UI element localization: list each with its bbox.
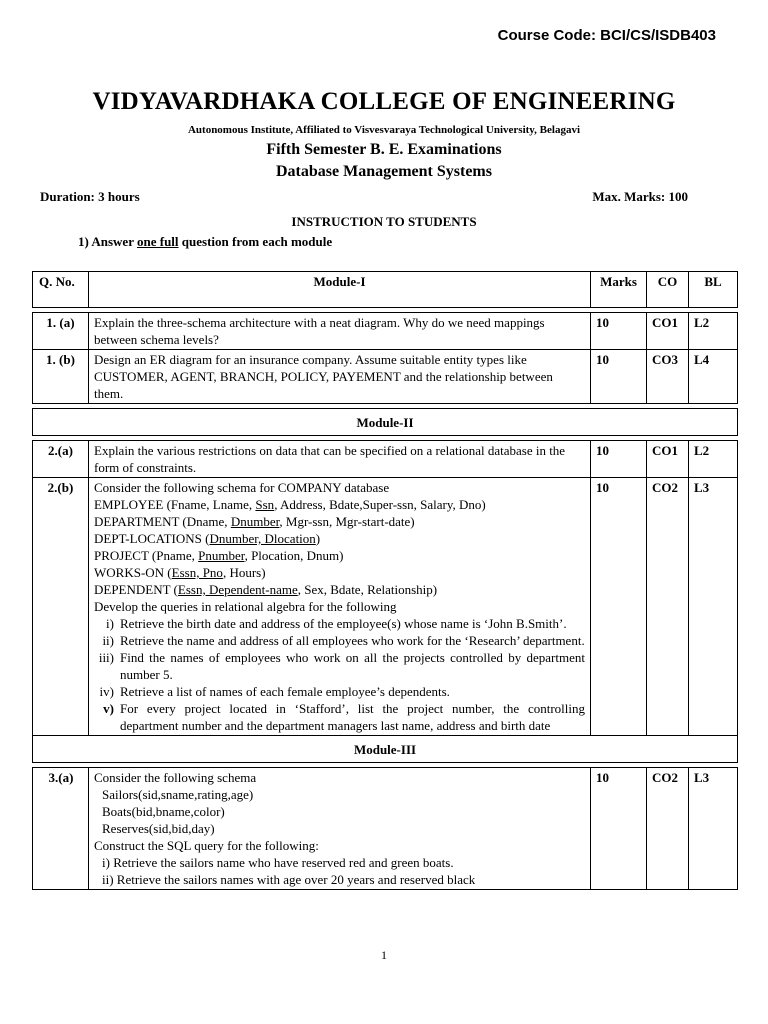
affiliation: Autonomous Institute, Affiliated to Visvesvaraya Technological University, Belagavi: [187, 124, 581, 136]
query-item-3: iii) Find the names of employees who work on all the projects controlled by department number 5.: [98, 650, 585, 682]
co-2a: CO1: [647, 441, 689, 478]
schema-dept-locations: DEPT-LOCATIONS (Dnumber, Dlocation): [94, 531, 321, 546]
schema-sailors: Sailors(sid,sname,rating,age): [102, 787, 254, 802]
instruction-rule: [78, 234, 332, 250]
qno-2a: 2.(a): [33, 441, 89, 478]
co-3a: CO2: [647, 768, 689, 890]
instruction-title: INSTRUCTION TO STUDENTS: [291, 214, 477, 229]
header-row: [33, 272, 738, 308]
module-2-title: Module-II: [33, 409, 738, 436]
schema-dependent: DEPENDENT (Essn, Dependent-name, Sex, Bdate, Relationship): [94, 582, 438, 597]
marks-2a: 10: [591, 441, 647, 478]
marks-3a: 10: [591, 768, 647, 890]
schema-employee: EMPLOYEE (Fname, Lname, Ssn, Address, Bdate,Super-ssn, Salary, Dno): [94, 497, 486, 512]
question-text-2b: [89, 478, 591, 736]
rule-prefix: 1) Answer: [78, 234, 137, 249]
question-row-1a: [33, 313, 738, 350]
question-text-3a: [89, 768, 591, 890]
co-1a: CO1: [647, 313, 689, 350]
marks-1b: 10: [591, 350, 647, 404]
exam-title: Fifth Semester B. E. Examinations: [266, 141, 502, 158]
rule-suffix: question from each module: [178, 234, 333, 249]
sailors-intro: Consider the following schema: [94, 770, 257, 785]
query-item-1: i) Retrieve the birth date and address of the employee(s) whose name is ‘John B.Smith’.: [106, 616, 567, 631]
schema-reserves: Reserves(sid,bid,day): [102, 821, 215, 836]
develop-instruction: Develop the queries in relational algebra for the following: [94, 599, 397, 614]
max-marks: Max. Marks: 100: [592, 189, 688, 204]
marks-1a: 10: [591, 313, 647, 350]
co-1b: CO3: [647, 350, 689, 404]
qno-2b: 2.(b): [33, 478, 89, 736]
module-3-title: Module-III: [33, 736, 738, 763]
header-qno: Q. No.: [33, 272, 89, 308]
qno-3a: 3.(a): [33, 768, 89, 890]
sql-item-2: ii) Retrieve the sailors names with age over 20 years and reserved black: [102, 872, 476, 887]
question-table: [32, 271, 738, 890]
bl-3a: L3: [689, 768, 738, 890]
marks-2b: 10: [591, 478, 647, 736]
question-text-1b: Design an ER diagram for an insurance company. Assume suitable entity types like CUSTOMER, AGENT, BRANCH, POLICY, PAYEMENT and the relationship between them.: [89, 350, 591, 404]
duration: Duration: 3 hours: [40, 189, 140, 204]
bl-1a: L2: [689, 313, 738, 350]
module-3-row: [33, 736, 738, 763]
question-row-1b: [33, 350, 738, 404]
schema-project: PROJECT (Pname, Pnumber, Plocation, Dnum): [94, 548, 344, 563]
construct-instruction: Construct the SQL query for the following:: [94, 838, 319, 853]
qno-1b: 1. (b): [33, 350, 89, 404]
bl-2b: L3: [689, 478, 738, 736]
qno-1a: 1. (a): [33, 313, 89, 350]
college-name: VIDYAVARDHAKA COLLEGE OF ENGINEERING: [92, 88, 676, 115]
sql-item-1: i) Retrieve the sailors name who have reserved red and green boats.: [102, 855, 454, 870]
schema-boats: Boats(bid,bname,color): [102, 804, 225, 819]
query-item-4: iv) Retrieve a list of names of each female employee’s dependents.: [99, 684, 450, 699]
schema-intro: Consider the following schema for COMPANY database: [94, 480, 390, 495]
module-2-row: [33, 409, 738, 436]
header-module1: Module-I: [89, 272, 591, 308]
question-row-2a: [33, 441, 738, 478]
question-text-1a: Explain the three-schema architecture with a neat diagram. Why do we need mappings between schema levels?: [89, 313, 591, 350]
question-row-2b: [33, 478, 738, 736]
page-number: 1: [381, 948, 387, 962]
subject-title: Database Management Systems: [276, 163, 492, 180]
query-item-5: v) For every project located in ‘Stafford’, list the project number, the controlling department number and the department managers last name, address and birth date: [103, 701, 585, 733]
question-text-2a: Explain the various restrictions on data that can be specified on a relational database in the form of constraints.: [89, 441, 591, 478]
query-item-2: ii) Retrieve the name and address of all employees who work for the ‘Research’ department.: [102, 633, 585, 648]
header-co: CO: [647, 272, 689, 308]
bl-1b: L4: [689, 350, 738, 404]
question-row-3a: [33, 768, 738, 890]
schema-works-on: WORKS-ON (Essn, Pno, Hours): [94, 565, 266, 580]
schema-department: DEPARTMENT (Dname, Dnumber, Mgr-ssn, Mgr-start-date): [94, 514, 415, 529]
rule-underlined: one full: [136, 234, 179, 249]
course-code: Course Code: BCI/CS/ISDB403: [497, 27, 716, 44]
co-2b: CO2: [647, 478, 689, 736]
bl-2a: L2: [689, 441, 738, 478]
header-bl: BL: [689, 272, 738, 308]
header-marks: Marks: [591, 272, 647, 308]
